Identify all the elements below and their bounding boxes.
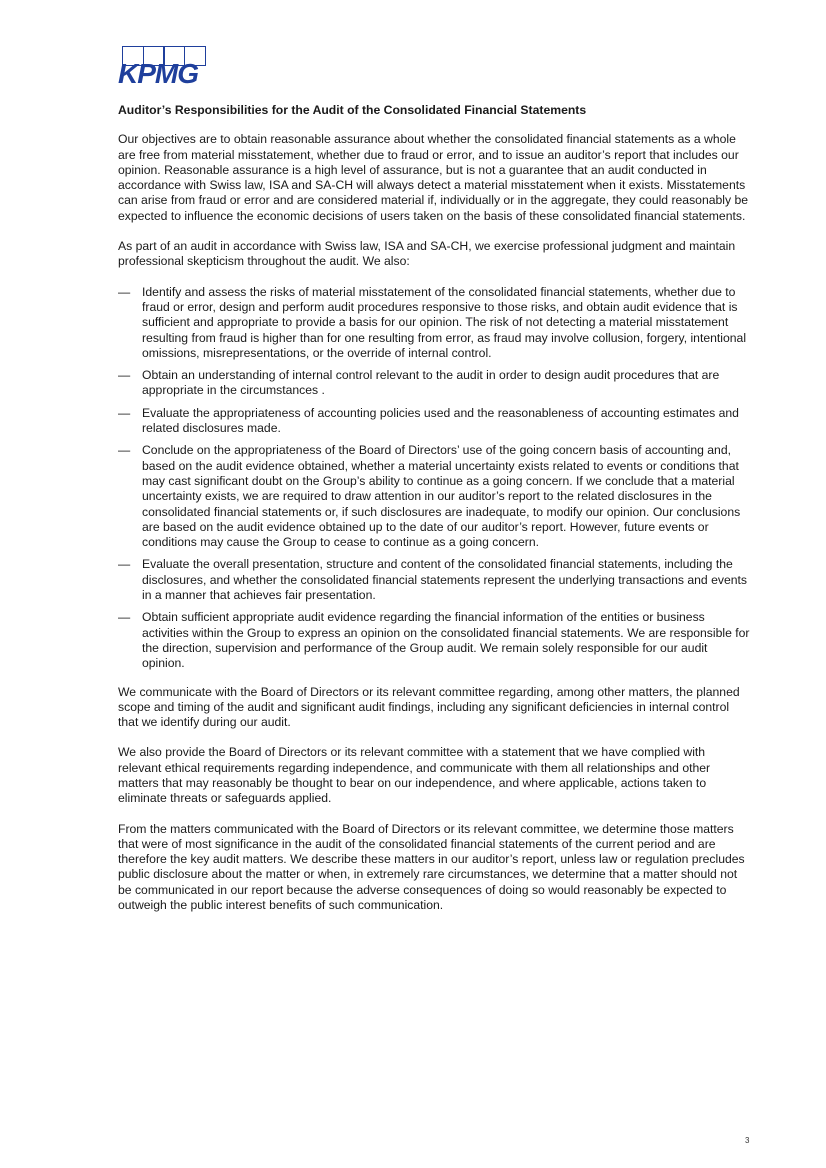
bullet-dash: — — [118, 405, 131, 420]
responsibilities-list — [118, 285, 750, 672]
bullet-dash: — — [118, 284, 131, 299]
paragraph: From the matters communicated with the Board of Directors or its relevant committee, we determine those matters that were of most significance in the audit of the consolidated financial statements of the current period and are therefore the key audit matters. We describe these matters in our auditor’s report, unless law or regulation precludes public disclosure about the matter or when, in extremely rare circumstances, we determine that a matter should not be communicated in our report because the adverse consequences of doing so would reasonably be expected to outweigh the public interest benefits of such communication. — [118, 821, 745, 913]
document-body — [118, 103, 750, 928]
list-item — [118, 610, 750, 671]
paragraph: As part of an audit in accordance with Swiss law, ISA and SA-CH, we exercise professional judgment and maintain professional skepticism throughout the audit. We also: — [118, 239, 736, 269]
list-item-text: Evaluate the appropriateness of accounting policies used and the reasonableness of accounting estimates and related disclosures made. — [142, 405, 739, 436]
page-number: 3 — [745, 1136, 750, 1145]
list-item-text: Evaluate the overall presentation, structure and content of the consolidated financial statements, including the disclosures, and whether the consolidated financial statements represent the underlying transactions and events in a manner that achieves fair presentation. — [142, 557, 747, 603]
list-item-text: Conclude on the appropriateness of the Board of Directors’ use of the going concern basis of accounting and, based on the audit evidence obtained, whether a material uncertainty exists related to events or conditions that may cast significant doubt on the Group’s ability to continue as a going concern. If we conclude that a material uncertainty exists, we are required to draw attention in our auditor’s report to the related disclosures in the consolidated financial statements or, if such disclosures are inadequate, to modify our opinion. Our conclusions are based on the audit evidence obtained up to the date of our auditor’s report. However, future events or conditions may cause the Group to cease to continue as a going concern. — [142, 443, 741, 550]
list-item — [118, 557, 750, 603]
bullet-dash: — — [118, 443, 131, 458]
kpmg-logo — [118, 46, 222, 92]
list-item — [118, 443, 750, 550]
paragraph: We also provide the Board of Directors or its relevant committee with a statement that we have complied with relevant ethical requirements regarding independence, and communicate with them all relationships and other matters that may reasonably be thought to bear on our independence, and where applicable, actions taken to eliminate threats or safeguards applied. — [118, 745, 711, 806]
list-item-text: Identify and assess the risks of material misstatement of the consolidated financial statements, whether due to fraud or error, design and perform audit procedures responsive to those risks, and obtain audit evidence that is sufficient and appropriate to provide a basis for our opinion. The risk of not detecting a material misstatement resulting from fraud is higher than for one resulting from error, as fraud may involve collusion, forgery, intentional omissions, misrepresentations, or the override of internal control. — [142, 284, 747, 360]
list-item — [118, 368, 750, 399]
list-item — [118, 406, 750, 437]
list-item-text: Obtain sufficient appropriate audit evidence regarding the financial information of the entities or business activities within the Group to express an opinion on the consolidated financial statements. We are responsible for the direction, supervision and performance of the Group audit. We remain solely responsible for our audit opinion. — [142, 610, 750, 671]
section-heading: Auditor’s Responsibilities for the Audit of the Consolidated Financial Statements — [118, 103, 587, 117]
list-item-text: Obtain an understanding of internal control relevant to the audit in order to design audit procedures that are appropriate in the circumstances . — [142, 368, 720, 398]
paragraph: We communicate with the Board of Directors or its relevant committee regarding, among other matters, the planned scope and timing of the audit and significant audit findings, including any significant deficiencies in internal control that we identify during our audit. — [118, 684, 740, 730]
list-item — [118, 285, 750, 361]
logo-text: KPMG — [118, 58, 198, 89]
bullet-dash: — — [118, 610, 131, 625]
bullet-dash: — — [118, 368, 131, 383]
paragraph: Our objectives are to obtain reasonable assurance about whether the consolidated financial statements as a whole are free from material misstatement, whether due to fraud or error, and to issue an auditor’s report that includes our opinion. Reasonable assurance is a high level of assurance, but is not a guarantee that an audit conducted in accordance with Swiss law, ISA and SA-CH will always detect a material misstatement when it exists. Misstatements can arise from fraud or error and are considered material if, individually or in the aggregate, they could reasonably be expected to influence the economic decisions of users taken on the basis of these consolidated financial statements. — [118, 132, 749, 223]
bullet-dash: — — [118, 557, 131, 572]
